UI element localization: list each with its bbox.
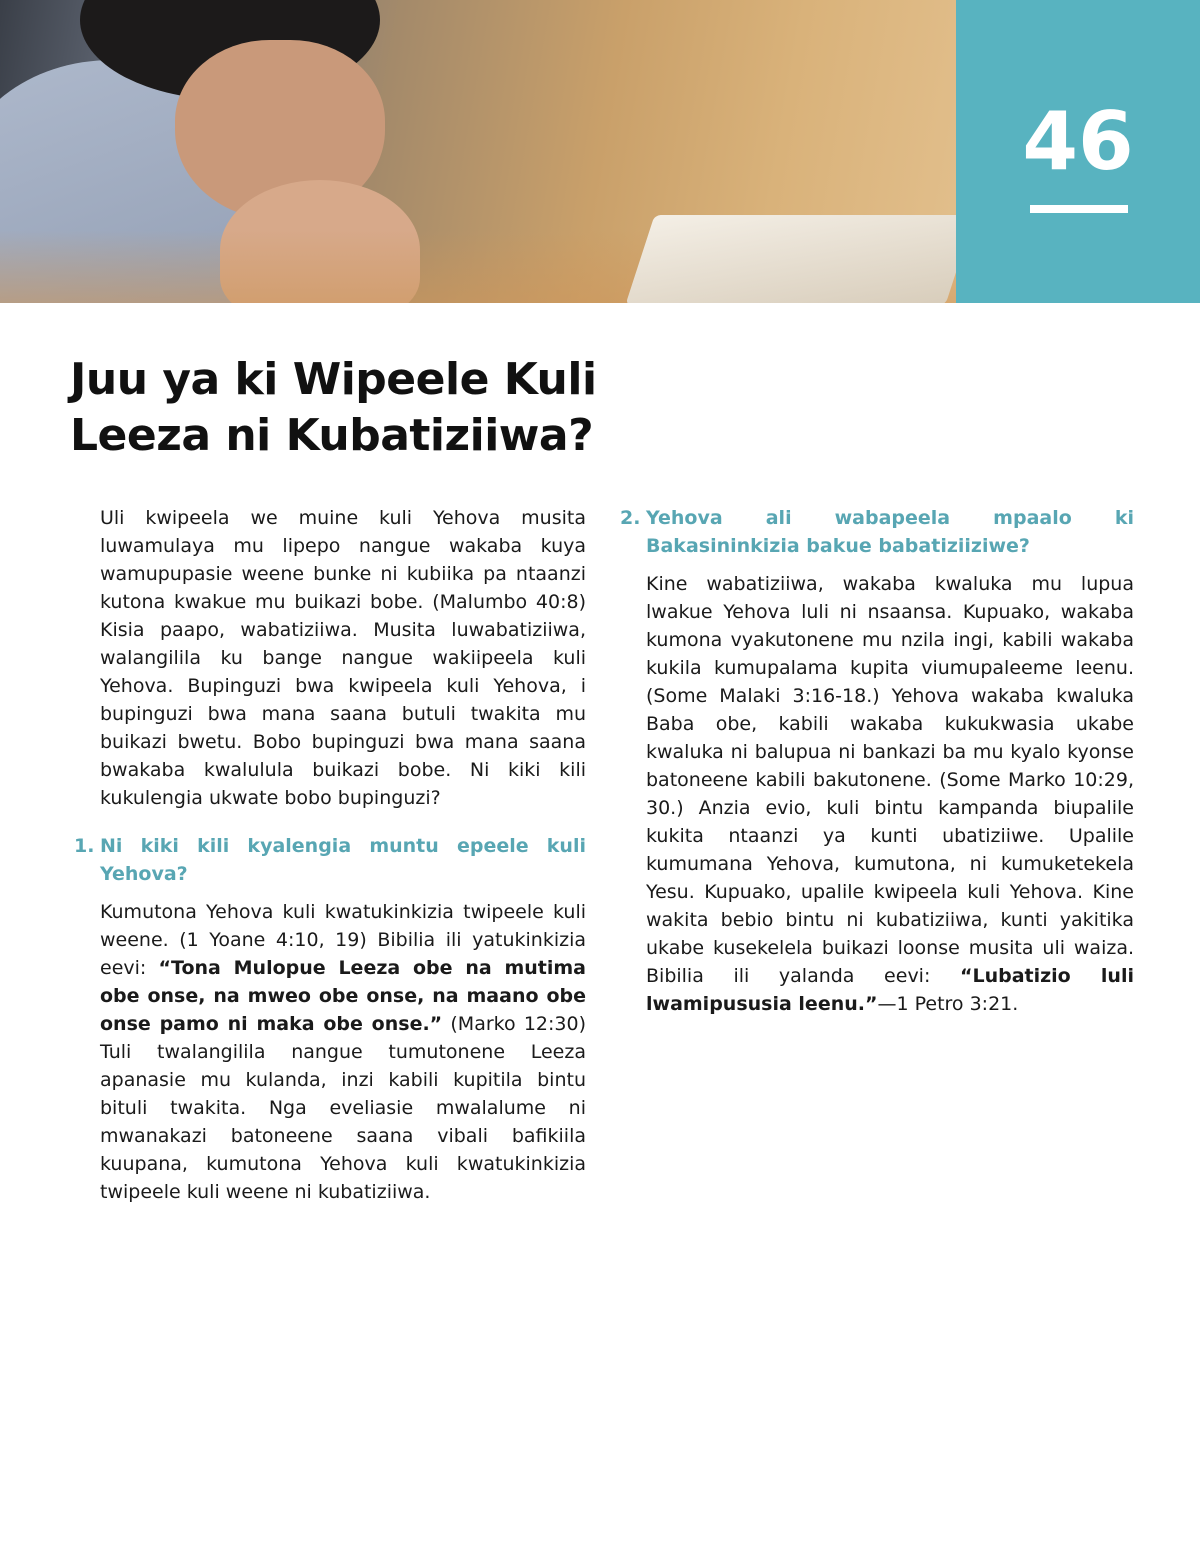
photo-open-book [625,215,956,303]
lesson-number-box [956,0,1200,303]
left-column [74,504,586,1206]
answer-2-text-a: Kine wabatiziiwa, wakaba kwaluka mu lupua lwakue Yehova luli ni nsaansa. Kupuako, wakaba kumona vyakutonene mu nzila ingi, kabili wakaba kukila kumupalama kupita viumupaleeme leenu. (Some Malaki 3:16-18.) Yehova wakaba kwaluka Baba obe, kabili wakaba kukukwasia ukabe kwaluka ni balupua ni bankazi ba mu kyalo kyonse batoneene kabili bakutonene. (Some Marko 10:29, 30.) Anzia evio, kuli bintu kampanda biupalile kukita ntaanzi ya kunti ubatiziiwe. Upalile kumumana Yehova, kumutona, ni kumuketekela Yesu. Kupuako, upalile kwipeela kuli Yehova. Kine wakita bebio bintu ni kubatiziiwa, kunti yakitika ukabe kusekelela buikazi loonse musita uli waiza. Bibilia ili yalanda eevi: [646,573,1134,987]
answer-1-text-b: (Marko 12:30) Tuli twalangilila nangue tumutonene Leeza apanasie mu kulanda, inzi kabili kupitila bintu bituli twakita. Nga eveliasie mwalalume ni mwanakazi batoneene saana vibali bafikiila kuupana, kumutona Yehova kuli kwatukinkizia twipeele kuli weene ni kubatiziiwa. [100,1013,586,1203]
answer-1-text-a: Kumutona Yehova kuli kwatukinkizia twipeele kuli weene. (1 Yoane 4:10, 19) Bibilia ili yatukinkizia eevi: [100,901,586,979]
question-1-number: 1. [74,835,95,857]
right-column [620,504,1134,1018]
page-title [70,352,690,464]
header-photo [0,0,956,303]
question-1-text: Ni kiki kili kyalengia muntu epeele kuli Yehova? [100,835,586,885]
question-2 [620,504,1134,560]
answer-1-scripture-quote: “Tona Mulopue Leeza obe na mutima obe onse, na mweo obe onse, na maano obe onse pamo ni maka obe onse.” [100,957,587,1035]
question-2-number: 2. [620,507,641,529]
answer-1 [74,898,586,1206]
answer-2-text-b: —1 Petro 3:21. [877,993,1019,1015]
question-1 [74,832,586,888]
lesson-number-underline [1030,205,1128,213]
lesson-number: 46 [1022,95,1134,188]
answer-2-scripture-quote: “Lubatizio luli lwamipususia leenu.” [646,965,1134,1015]
title-line-2: Leeza ni Kubatiziiwa? [70,410,594,461]
answer-2 [620,570,1134,1018]
question-2-text: Yehova ali wabapeela mpaalo ki Bakasininkizia bakue babatiziiziwe? [646,507,1134,557]
title-line-1: Juu ya ki Wipeele Kuli [70,354,597,405]
intro-paragraph: Uli kwipeela we muine kuli Yehova musita luwamulaya mu lipepo nangue wakaba kuya wamupupasie weene bunke ni kubiika pa ntaanzi kutona kwakue mu buikazi bobe. (Malumbo 40:8) Kisia paapo, wabatiziiwa. Musita luwabatiziiwa, walangilila ku bange nangue wakiipeela kuli Yehova. Bupinguzi bwa kwipeela kuli Yehova, i bupinguzi bwa mana saana butuli twakita mu buikazi bwetu. Bobo bupinguzi bwa mana saana bwakaba kwalulula buikazi bobe. Ni kiki kili kukulengia ukwate bobo bupinguzi? [100,507,586,809]
